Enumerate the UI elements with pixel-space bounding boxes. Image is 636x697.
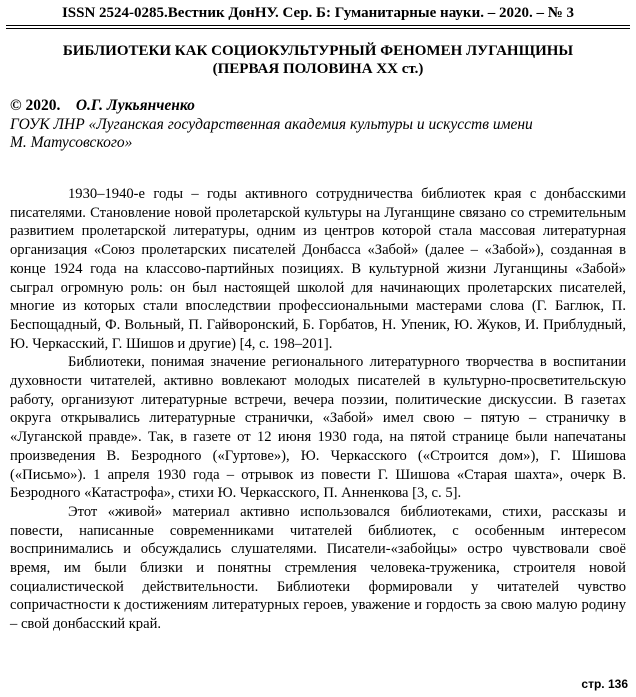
author-name: О.Г. Лукьянченко — [75, 97, 195, 114]
article-title — [0, 42, 636, 78]
page-number: стр. 136 — [581, 677, 628, 691]
header-rule-top — [6, 25, 630, 26]
article-title-line1: БИБЛИОТЕКИ КАК СОЦИОКУЛЬТУРНЫЙ ФЕНОМЕН ЛУГАНЩИНЫ — [62, 43, 574, 59]
affiliation-line2: М. Матусовского» — [10, 134, 133, 151]
author-affiliation — [10, 116, 610, 152]
article-title-line2: (ПЕРВАЯ ПОЛОВИНА XX ст.) — [212, 61, 424, 77]
paragraph-1: 1930–1940-е годы – годы активного сотрудничества библиотек края с донбасскими писателями. Становление новой пролетарской культуры на Луганщине связано со стремительным развитием пролетарской литературы, одним из центров которой стала массовая литературная организация «Союз пролетарских писателей Донбасса «Забой» (далее – «Забой»), созданная в конце 1924 года на классово-партийных позициях. В культурной жизни Луганщины «Забой» сыграл огромную роль: он был настоящей школой для начинающих пролетарских писателей, многие из которых стали впоследствии профессиональными мастерами слова (Г. Баглюк, П. Беспощадный, Ф. Вольный, П. Гайворонский, Б. Горбатов, Н. Упеник, Ю. Жуков, И. Приблудный, Ю. Черкасский, Г. Шишов и другие) [4, с. 198–201]. — [10, 186, 626, 352]
paragraph-3: Этот «живой» материал активно использовался библиотеками, стихи, рассказы и повести, написанные современниками читателей библиотек, с особенным интересом воспринимались и обсуждались слушателями. Писатели-«забойцы» остро чувствовали своё время, им были близки и понятны стремления человека-труженика, строителя новой социалистической действительности. Библиотеки формировали у читателей чувство сопричастности к достижениям литературных героев, уважение и гордость за свою малую родину – свой донбасский край. — [10, 503, 626, 633]
author-line — [10, 97, 626, 115]
copyright-year: © 2020. — [10, 97, 61, 114]
header-rule-bottom — [6, 28, 630, 29]
paragraph-2: Библиотеки, понимая значение регионального литературного творчества в воспитании духовности читателей, активно вовлекают молодых писателей в культурно-просветительскую работу, организуют литературные встречи, вечера поэзии, политические дискуссии. В газетах округа открывались литературные странички, «Забой» имел свою – пятую – страничку в «Луганской правде». Так, в газете от 12 июня 1930 года, на пятой странице были напечатаны произведения В. Безродного («Гуртове»), Ю. Черкасского («Строится дом»), Г. Шишова («Письмо»). 1 апреля 1930 года – отрывок из повести Г. Шишова «Старая шахта», очерк В. Безродного «Катастрофа», стихи Ю. Черкасского, П. Анненкова [3, с. 5]. — [10, 354, 626, 502]
running-header: ISSN 2524-0285.Вестник ДонНУ. Сер. Б: Гуманитарные науки. – 2020. – № 3 — [61, 5, 575, 21]
affiliation-line1: ГОУК ЛНР «Луганская государственная академия культуры и искусств имени — [10, 116, 533, 133]
article-body — [10, 185, 626, 634]
